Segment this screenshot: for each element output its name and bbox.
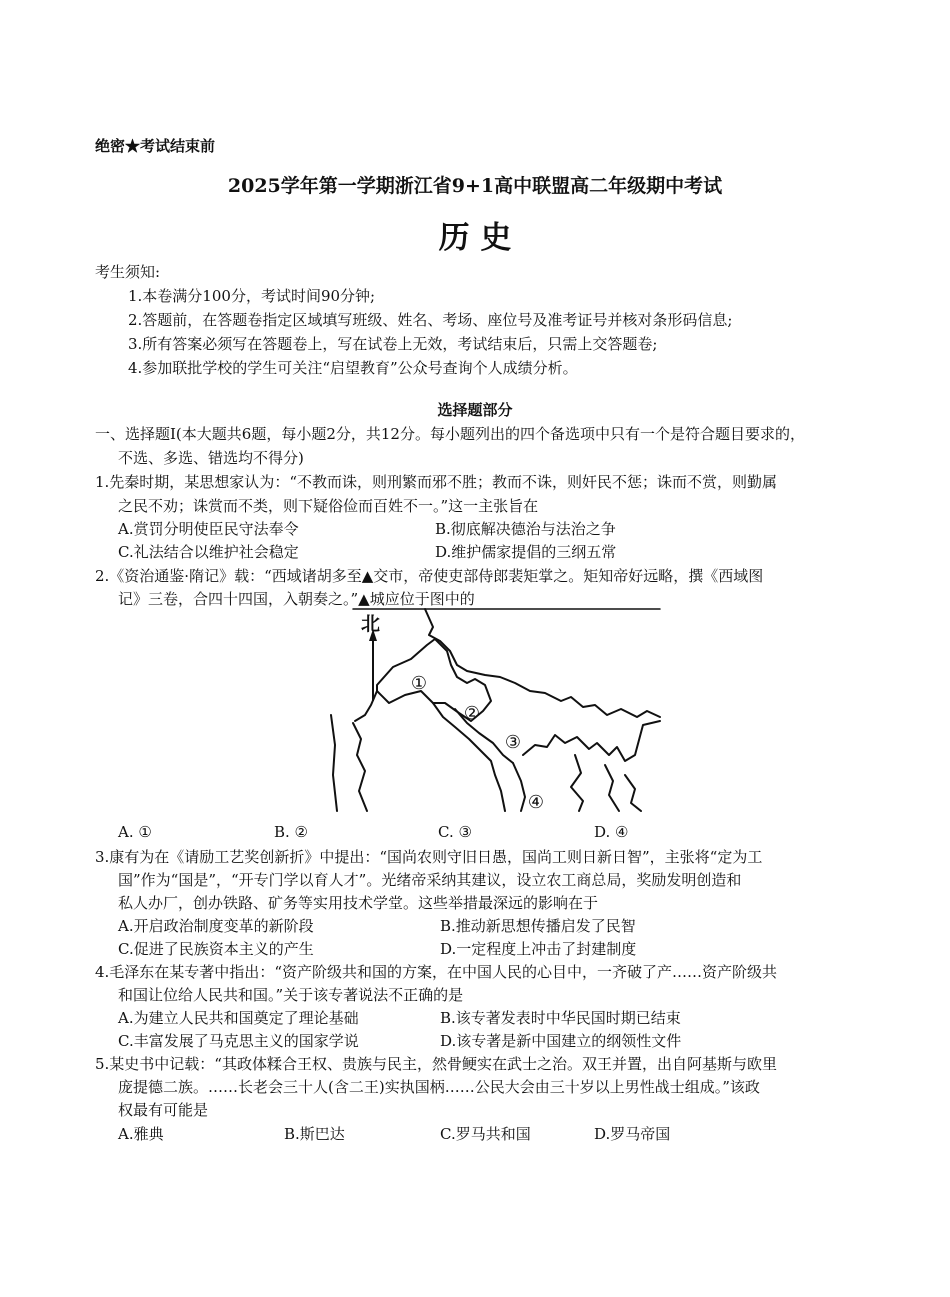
map-marker-1: ① [410,673,428,694]
question-stem: 庞提德二族。……长老会三十人(含二王)实执国柄……公民大会由三十岁以上男性战士组成。”该政 [118,1078,760,1096]
section-title: 选择题部分 [437,401,513,419]
exam-title: 2025学年第一学期浙江省9+1高中联盟高二年级期中考试 [227,175,723,197]
question-stem: 记》三卷，合四十四国，入朝奏之。”▲城应位于图中的 [118,590,475,608]
option-b[interactable]: B.彻底解决德治与法治之争 [435,520,616,538]
option-b[interactable]: B. ② [274,823,309,841]
option-d[interactable]: D.维护儒家提倡的三纲五常 [435,543,617,561]
notice-item: 4.参加联批学校的学生可关注“启望教育”公众号查询个人成绩分析。 [128,359,578,377]
question-stem: 1.先秦时期，某思想家认为：“不教而诛，则刑繁而邪不胜；教而不诛，则奸民不惩；诛而不赏，则勤属 [95,473,777,491]
question-stem: 4.毛泽东在某专著中指出：“资产阶级共和国的方案，在中国人民的心目中，一齐破了产……资产阶级共 [95,963,777,981]
question-stem: 5.某史书中记载：“其政体糅合王权、贵族与民主，然骨鲠实在武士之治。双王并置，出自阿基斯与欧里 [95,1055,777,1073]
map-marker-2: ② [463,703,481,724]
option-c[interactable]: C.促进了民族资本主义的产生 [118,940,314,958]
question-stem: 私人办厂，创办铁路、矿务等实用技术学堂。这些举措最深远的影响在于 [118,894,599,912]
north-arrow-icon [369,629,377,701]
option-c[interactable]: C. ③ [438,823,472,841]
option-d[interactable]: D.一定程度上冲击了封建制度 [440,940,637,958]
notice-item: 2.答题前，在答题卷指定区域填写班级、姓名、考场、座位号及准考证号并核对条形码信息; [128,311,733,329]
option-b[interactable]: B.该专著发表时中华民国时期已结束 [440,1009,681,1027]
section-intro: 一、选择题Ⅰ(本大题共6题，每小题2分，共12分。每小题列出的四个备选项中只有一个是符合题目要求的， [95,425,805,443]
confidential-label: 绝密★考试结束前 [95,137,216,155]
notice-heading: 考生须知: [95,263,161,281]
option-b[interactable]: B.推动新思想传播启发了民智 [440,917,636,935]
notice-item: 3.所有答案必须写在答题卷上，写在试卷上无效，考试结束后，只需上交答题卷; [128,335,658,353]
option-d[interactable]: D. ④ [594,823,629,841]
subject-title: 历 史 [438,220,512,256]
option-c[interactable]: C.礼法结合以维护社会稳定 [118,543,299,561]
option-c[interactable]: C.罗马共和国 [440,1125,531,1143]
question-stem: 和国让位给人民共和国。”关于该专著说法不正确的是 [118,986,464,1004]
notice-item: 1.本卷满分100分，考试时间90分钟; [128,287,376,305]
question-stem: 3.康有为在《请励工艺奖创新折》中提出：“国尚农则守旧日愚，国尚工则日新日智”，主张将“定为工 [95,848,763,866]
question-stem: 国”作为“国是”，“开专门学以育人才”。光绪帝采纳其建议，设立农工商总局，奖励发明创造和 [118,871,742,889]
option-c[interactable]: C.丰富发展了马克思主义的国家学说 [118,1032,359,1050]
option-b[interactable]: B.斯巴达 [284,1125,345,1143]
option-a[interactable]: A.开启政治制度变革的新阶段 [118,917,314,935]
map-marker-3: ③ [504,732,522,753]
north-label: 北 [361,613,381,635]
option-a[interactable]: A.雅典 [118,1125,164,1143]
question-stem: 之民不劝；诛赏而不类，则下疑俗俭而百姓不一。”这一主张旨在 [118,497,539,515]
section-intro-cont: 不选、多选、错选均不得分) [118,449,304,467]
question-stem: 2.《资治通鉴·隋记》载：“西域诸胡多至▲交市，帝使吏部侍郎裴矩掌之。矩知帝好远略，撰《西域图 [95,567,764,585]
option-a[interactable]: A.为建立人民共和国奠定了理论基础 [118,1009,359,1027]
map-marker-4: ④ [527,792,545,813]
option-d[interactable]: D.罗马帝国 [594,1125,671,1143]
question-stem: 权最有可能是 [118,1101,209,1119]
option-a[interactable]: A. ① [118,823,152,841]
map-figure [325,605,665,815]
option-a[interactable]: A.赏罚分明使臣民守法奉令 [118,520,299,538]
option-d[interactable]: D.该专著是新中国建立的纲领性文件 [440,1032,682,1050]
